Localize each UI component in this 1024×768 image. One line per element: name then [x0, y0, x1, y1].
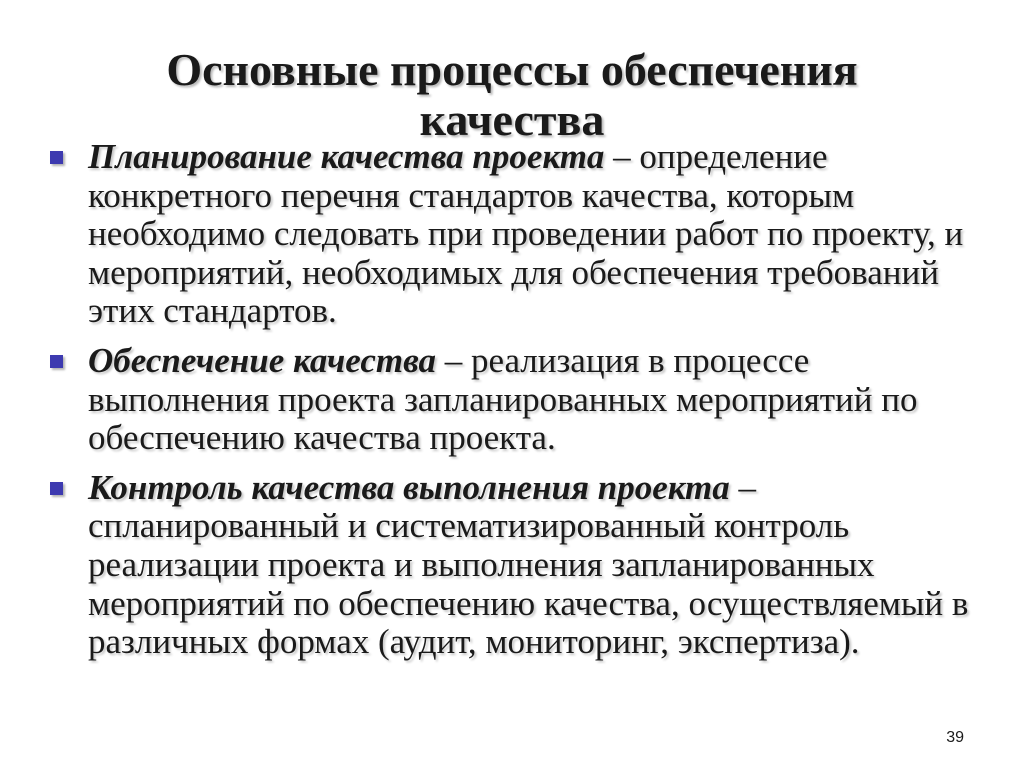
square-bullet-icon [50, 151, 63, 164]
bullet-text: – реализация в процессе выполнения проекта запланированных мероприятий по обеспечению качества проекта. [88, 340, 918, 458]
title-line-2: качества [419, 93, 605, 145]
bullet-item-planning [48, 138, 978, 331]
title-line-1: Основные процессы обеспечения [166, 43, 858, 95]
bullet-item-control [48, 469, 978, 662]
page-number: 39 [946, 729, 964, 746]
bullet-text: – определение конкретного перечня стандартов качества, которым необходимо следовать при проведении работ по проекту, и мероприятий, необходимых для обеспечения требований этих стандартов. [88, 137, 964, 331]
bullet-term: Обеспечение качества [88, 340, 436, 380]
bullet-term: Планирование качества проекта [88, 137, 605, 176]
bullet-term: Контроль качества выполнения проекта [88, 467, 730, 507]
slide-title [40, 45, 984, 145]
square-bullet-icon [50, 482, 63, 495]
square-bullet-icon [50, 355, 63, 368]
bullet-list [48, 138, 978, 673]
bullet-item-assurance [48, 342, 978, 458]
bullet-text: – спланированный и систематизированный контроль реализации проекта и выполнения запланированных мероприятий по обеспечению качества, осуществляемый в различных формах (аудит, мониторинг, экспертиза). [88, 467, 969, 662]
